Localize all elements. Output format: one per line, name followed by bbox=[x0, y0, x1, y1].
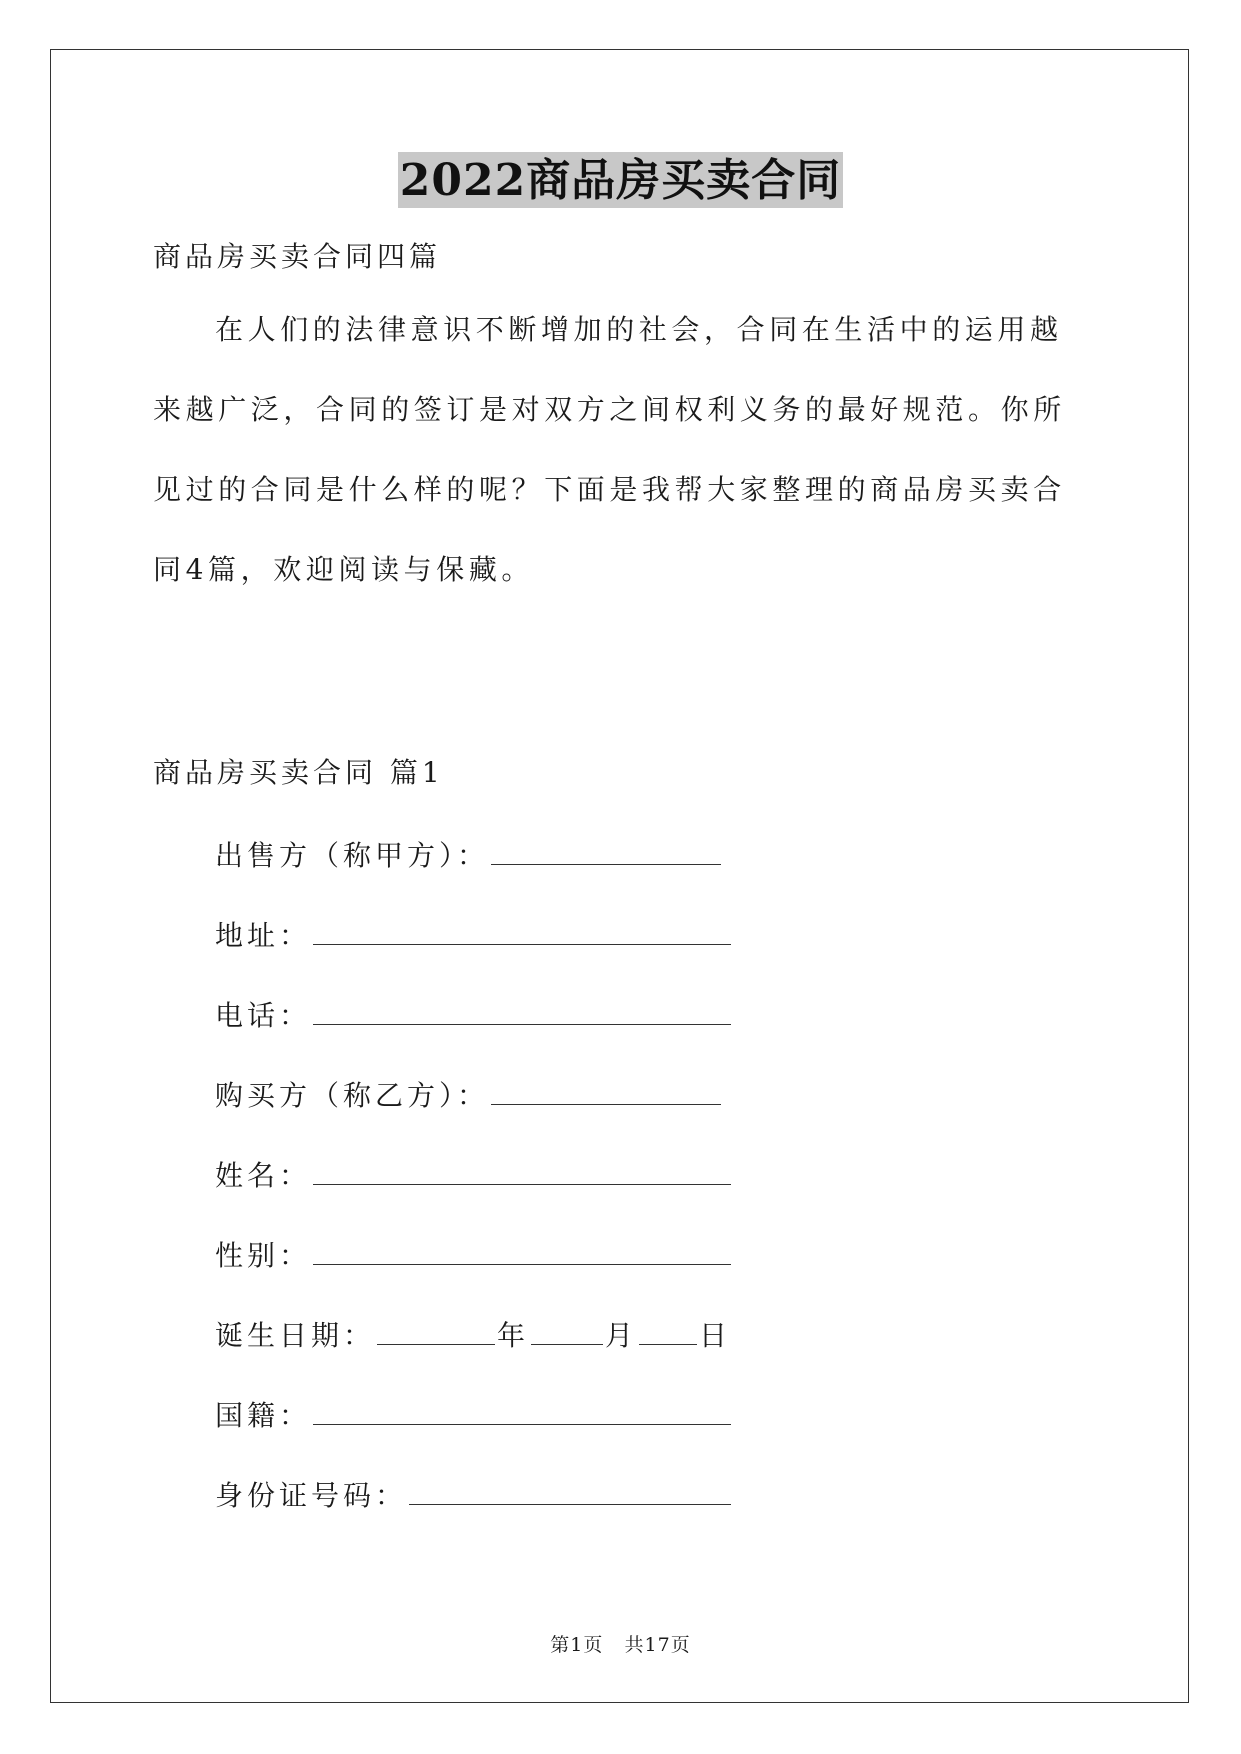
nationality-blank[interactable] bbox=[313, 1396, 731, 1425]
birth-month-blank[interactable] bbox=[531, 1316, 603, 1345]
id-number-field bbox=[215, 1476, 733, 1513]
total-pages: 共17页 bbox=[624, 1634, 691, 1656]
id-number-blank[interactable] bbox=[409, 1476, 731, 1505]
intro-paragraph: 在人们的法律意识不断增加的社会，合同在生活中的运用越来越广泛，合同的签订是对双方之间权利义务的最好规范。你所见过的合同是什么样的呢？下面是我帮大家整理的商品房买卖合同4篇，欢迎阅读与保藏。 bbox=[153, 313, 1066, 586]
seller-field bbox=[215, 836, 723, 873]
address-field bbox=[215, 916, 733, 953]
name-blank[interactable] bbox=[313, 1156, 731, 1185]
title-container bbox=[0, 152, 1241, 208]
id-number-label: 身份证号码： bbox=[215, 1479, 408, 1512]
seller-blank[interactable] bbox=[491, 836, 721, 865]
gender-blank[interactable] bbox=[313, 1236, 731, 1265]
birthdate-label: 诞生日期： bbox=[215, 1319, 376, 1352]
buyer-blank[interactable] bbox=[491, 1076, 721, 1105]
birth-day-blank[interactable] bbox=[639, 1316, 697, 1345]
gender-field bbox=[215, 1236, 733, 1273]
year-label: 年 bbox=[497, 1319, 530, 1352]
address-blank[interactable] bbox=[313, 916, 731, 945]
document-title: 2022商品房买卖合同 bbox=[398, 152, 843, 208]
name-label: 姓名： bbox=[215, 1159, 312, 1192]
phone-label: 电话： bbox=[215, 999, 312, 1032]
phone-field bbox=[215, 996, 733, 1033]
name-field bbox=[215, 1156, 733, 1193]
page-number: 第1页 bbox=[550, 1634, 604, 1656]
page-footer bbox=[0, 1630, 1241, 1657]
buyer-label: 购买方（称乙方）： bbox=[215, 1079, 490, 1112]
birth-year-blank[interactable] bbox=[377, 1316, 495, 1345]
day-label: 日 bbox=[699, 1319, 732, 1352]
seller-label: 出售方（称甲方）： bbox=[215, 839, 490, 872]
month-label: 月 bbox=[605, 1319, 638, 1352]
document-subtitle: 商品房买卖合同四篇 bbox=[153, 240, 442, 273]
birthdate-field bbox=[215, 1316, 731, 1353]
buyer-field bbox=[215, 1076, 723, 1113]
gender-label: 性别： bbox=[215, 1239, 312, 1272]
nationality-field bbox=[215, 1396, 733, 1433]
phone-blank[interactable] bbox=[313, 996, 731, 1025]
address-label: 地址： bbox=[215, 919, 312, 952]
nationality-label: 国籍： bbox=[215, 1399, 312, 1432]
section-heading: 商品房买卖合同 篇1 bbox=[153, 756, 444, 789]
